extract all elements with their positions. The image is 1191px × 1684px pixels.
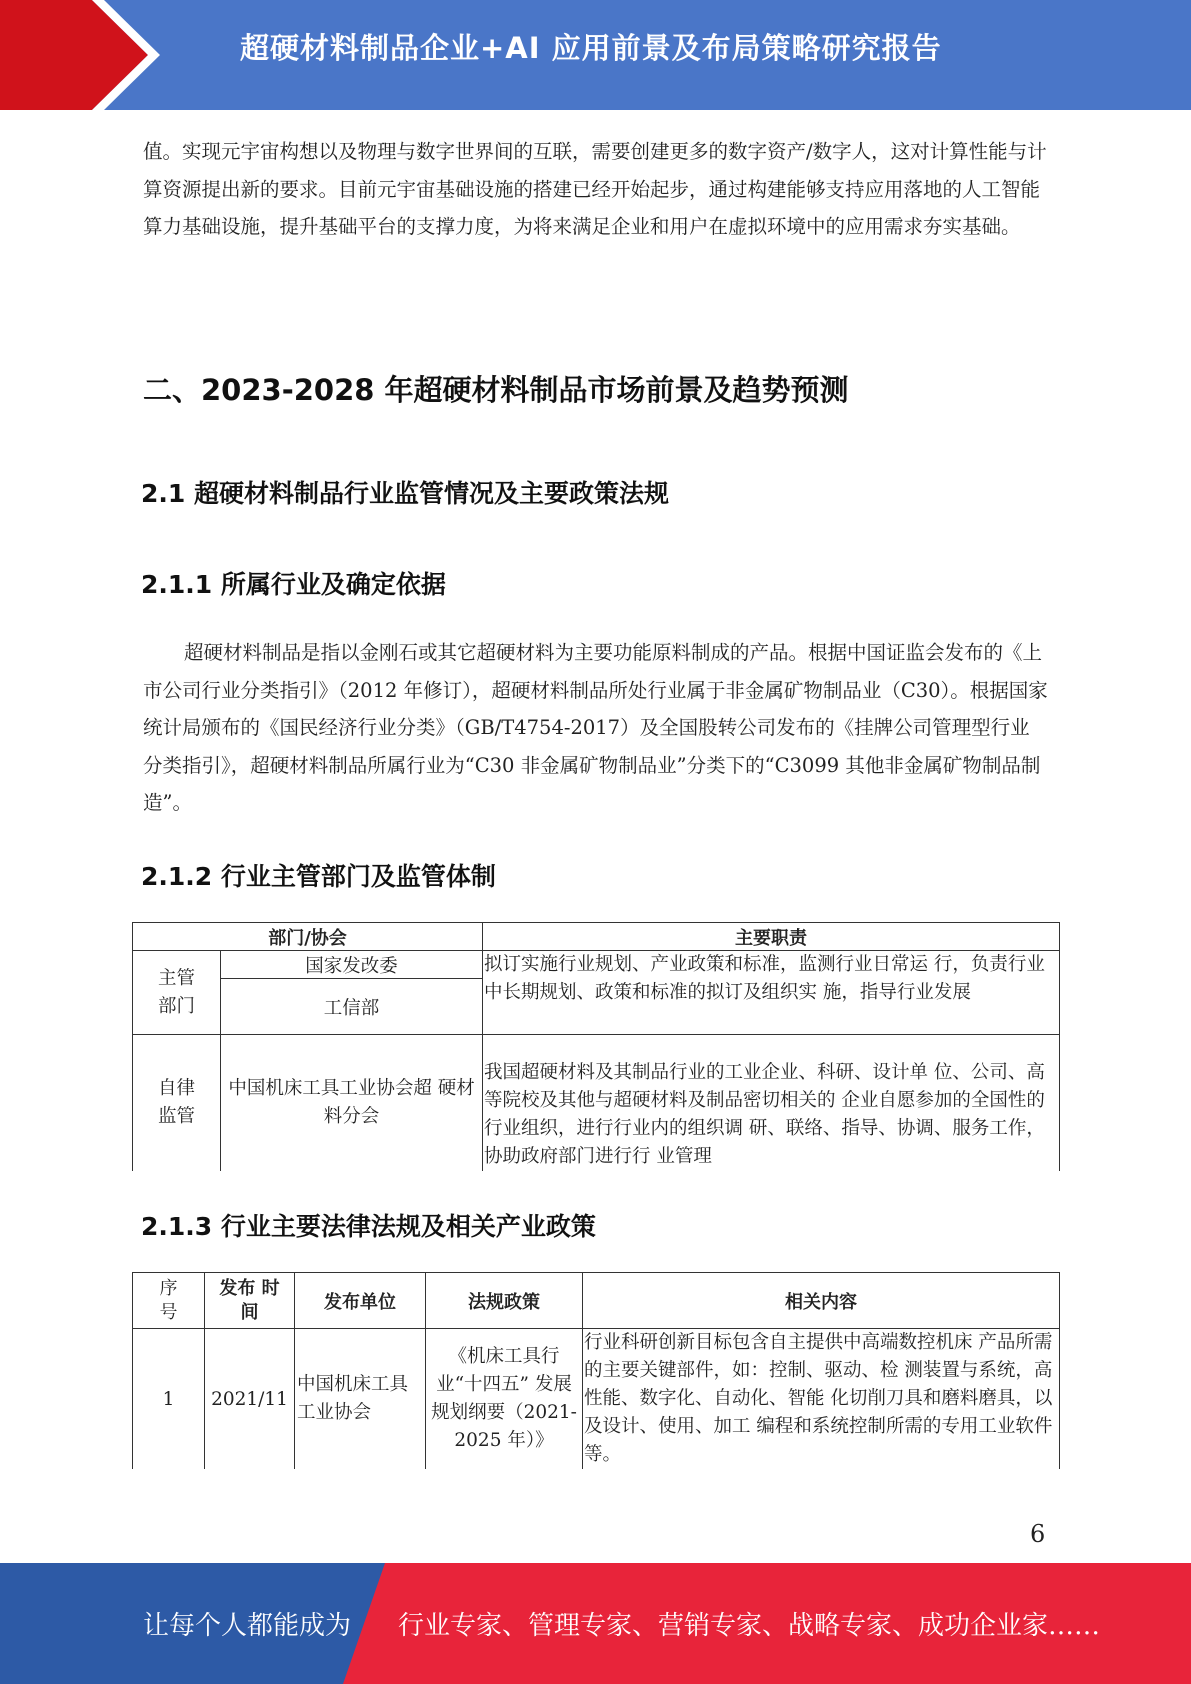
page-footer bbox=[0, 1563, 1191, 1684]
row-number: 1 bbox=[133, 1329, 205, 1470]
row-date: 2021/11 bbox=[205, 1329, 295, 1470]
department-name: 工信部 bbox=[221, 979, 483, 1035]
footer-slogan-right: 行业专家、管理专家、营销专家、战略专家、成功企业家…… bbox=[398, 1611, 1101, 1641]
header-duties: 主要职责 bbox=[483, 923, 1060, 951]
subsection-heading-2-1-3: 2.1.3 行业主要法律法规及相关产业政策 bbox=[141, 1212, 596, 1241]
group-label-self-regulation: 自律监管 bbox=[133, 1035, 221, 1171]
table-header-row bbox=[133, 1273, 1060, 1329]
header-issuer: 发布单位 bbox=[295, 1273, 426, 1329]
page-number: 6 bbox=[1030, 1520, 1046, 1548]
department-duty: 拟订实施行业规划、产业政策和标准，监测行业日常运 行，负责行业中长期规划、政策和标准的拟订及组织实 施，指导行业发展 bbox=[483, 951, 1060, 1035]
header-content: 相关内容 bbox=[583, 1273, 1060, 1329]
header-title: 超硬材料制品企业+AI 应用前景及布局策略研究报告 bbox=[240, 31, 942, 65]
policy-table bbox=[132, 1272, 1060, 1469]
association-name: 中国机床工具工业协会超 硬材料分会 bbox=[221, 1035, 483, 1171]
row-issuer: 中国机床工具工业协会 bbox=[295, 1329, 426, 1470]
row-content: 行业科研创新目标包含自主提供中高端数控机床 产品所需的主要关键部件，如：控制、驱动、检 测装置与系统，高性能、数字化、自动化、智能 化切削刀具和磨料磨具，以及设计、使用、加工 编程和系统控制所需的专用工业软件等。 bbox=[583, 1329, 1060, 1470]
footer-slogan-left: 让每个人都能成为 bbox=[143, 1611, 352, 1641]
table-row bbox=[133, 951, 1060, 979]
page-header bbox=[0, 0, 1191, 110]
header-policy: 法规政策 bbox=[426, 1273, 583, 1329]
group-label-authority: 主管部门 bbox=[133, 951, 221, 1035]
header-number: 序号 bbox=[133, 1273, 205, 1329]
header-date: 发布 时间 bbox=[205, 1273, 295, 1329]
subsection-heading-2-1-2: 2.1.2 行业主管部门及监管体制 bbox=[141, 862, 496, 891]
association-duty: 我国超硬材料及其制品行业的工业企业、科研、设计单 位、公司、高等院校及其他与超硬材料及制品密切相关的 企业自愿参加的全国性的行业组织，进行行业内的组织调 研、联络、指导、协调、服务工作，协助政府部门进行行 业管理 bbox=[483, 1035, 1060, 1171]
table-row bbox=[133, 1329, 1060, 1470]
regulator-table bbox=[132, 922, 1060, 1171]
table-row bbox=[133, 1035, 1060, 1171]
intro-paragraph: 值。实现元宇宙构想以及物理与数字世界间的互联，需要创建更多的数字资产/数字人，这对计算性能与计算资源提出新的要求。目前元宇宙基础设施的搭建已经开始起步，通过构建能够支持应用落地的人工智能算力基础设施，提升基础平台的支撑力度，为将来满足企业和用户在虚拟环境中的应用需求夯实基础。 bbox=[143, 140, 1047, 238]
header-department: 部门/协会 bbox=[133, 923, 483, 951]
industry-classification-paragraph: 超硬材料制品是指以金刚石或其它超硬材料为主要功能原料制成的产品。根据中国证监会发布的《上市公司行业分类指引》（2012 年修订），超硬材料制品所处行业属于非金属矿物制品业（C30）。根据国家统计局颁布的《国民经济行业分类》（GB/T4754-2017）及全国股转公司发布的《挂牌公司管理型行业分类指引》，超硬材料制品所属行业为“C30 非金属矿物制品业”分类下的“C3099 其他非金属矿物制品制造”。 bbox=[143, 641, 1048, 814]
subsection-heading-2-1-1: 2.1.1 所属行业及确定依据 bbox=[141, 570, 446, 599]
row-policy: 《机床工具行 业“十四五” 发展规划纲要（2021-2025 年）》 bbox=[426, 1329, 583, 1470]
subsection-heading-2-1: 2.1 超硬材料制品行业监管情况及主要政策法规 bbox=[141, 479, 669, 508]
table-header-row bbox=[133, 923, 1060, 951]
department-name: 国家发改委 bbox=[221, 951, 483, 979]
section-heading: 二、2023-2028 年超硬材料制品市场前景及趋势预测 bbox=[143, 373, 849, 407]
